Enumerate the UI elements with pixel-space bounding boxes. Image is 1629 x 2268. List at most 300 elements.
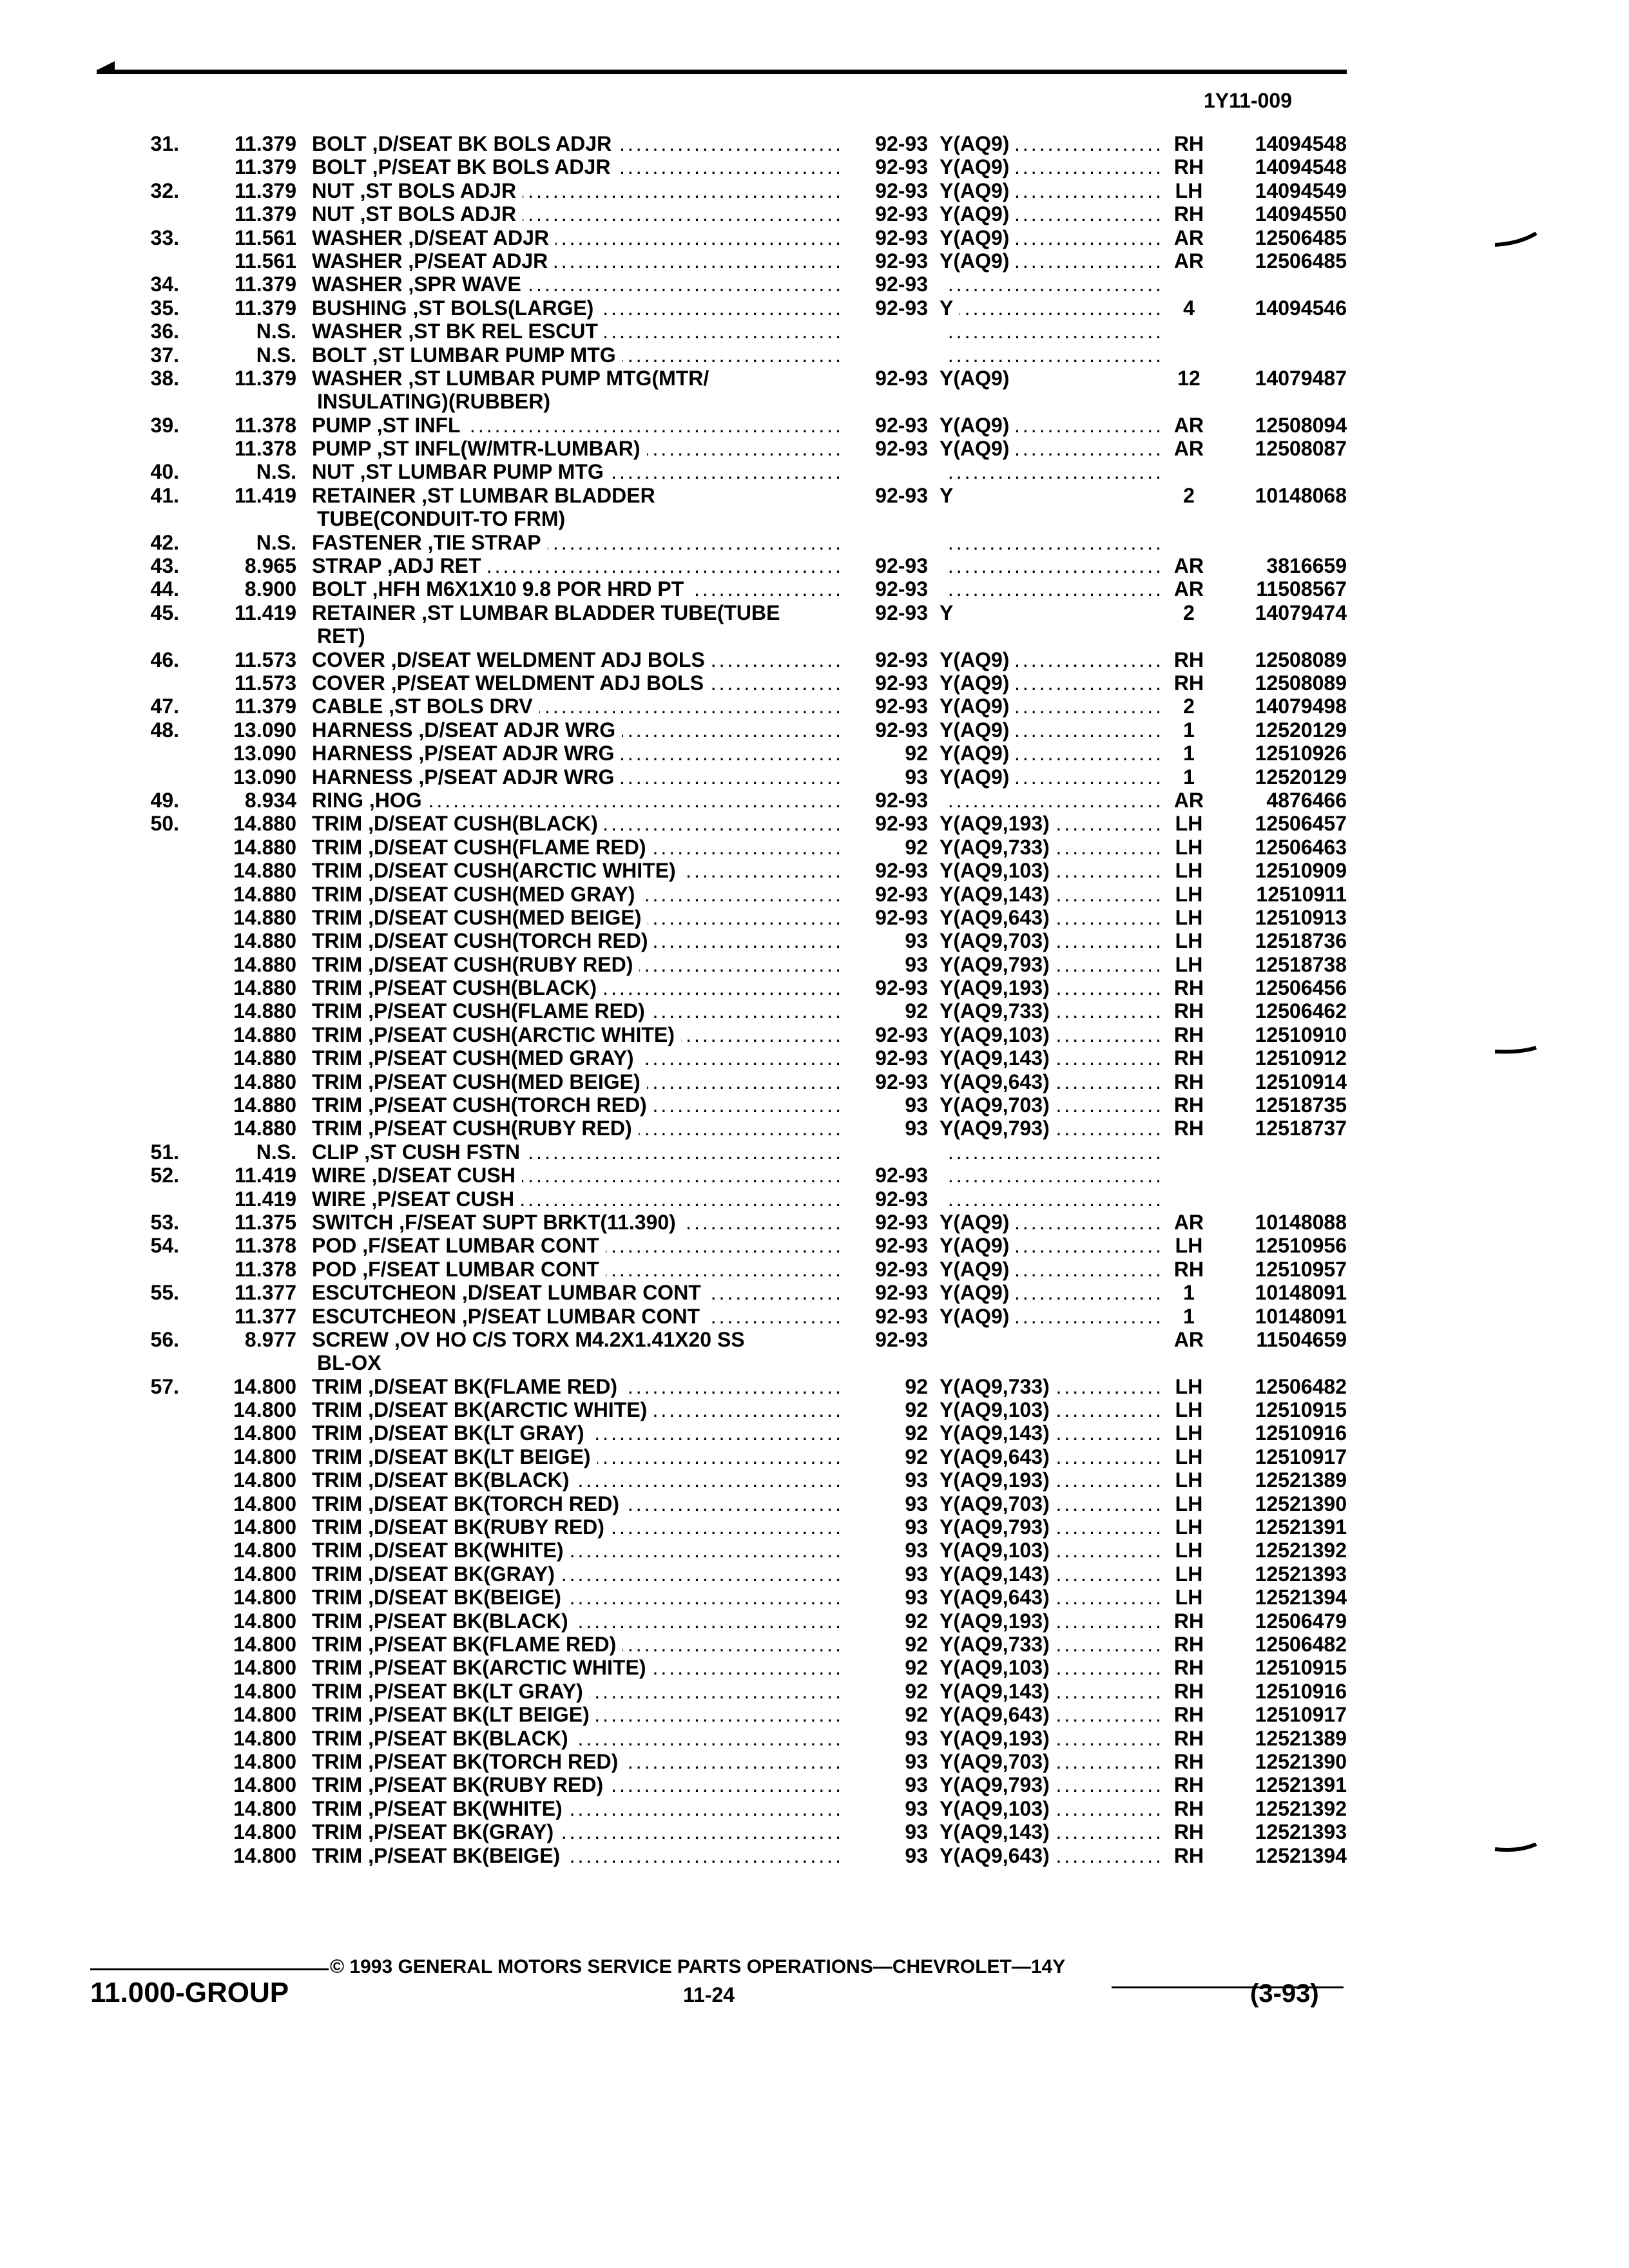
quantity: AR	[1173, 1210, 1204, 1234]
table-row	[0, 1140, 1629, 1164]
ref-number: 47.	[150, 695, 179, 718]
part-description: TRIM ,P/SEAT BK(ARCTIC WHITE) .....	[312, 1656, 840, 1679]
part-number: 14094549	[1255, 178, 1347, 202]
table-row	[0, 1117, 1629, 1140]
quantity: LH	[1175, 905, 1203, 929]
usage-code	[940, 343, 1162, 367]
part-number: 12510916	[1255, 1679, 1347, 1703]
table-row	[0, 343, 1629, 367]
model-years: 92-93	[875, 859, 928, 883]
usage-code: Y(AQ9,143) .....	[940, 1046, 1162, 1070]
part-number: 12521391	[1255, 1515, 1347, 1539]
usage-code: Y(AQ9,733) .....	[940, 1375, 1162, 1398]
model-years: 92-93	[875, 1234, 928, 1258]
ref-number: 46.	[150, 648, 179, 671]
table-row	[0, 577, 1629, 601]
model-years: 92-93	[875, 648, 928, 671]
group-number: 14.800	[233, 1562, 296, 1586]
part-description: COVER ,P/SEAT WELDMENT ADJ BOLS .....	[312, 671, 840, 695]
part-number: 12521393	[1255, 1562, 1347, 1586]
part-number: 12510911	[1256, 882, 1347, 906]
group-number: 14.800	[233, 1703, 296, 1727]
quantity: RH	[1173, 1093, 1204, 1117]
group-number: 11.419	[234, 1164, 296, 1187]
usage-code: Y(AQ9,703) .....	[940, 1750, 1162, 1773]
header-rule-tick	[97, 61, 115, 70]
group-number: 11.377	[234, 1281, 296, 1305]
model-years: 92	[905, 1703, 928, 1727]
group-number: 8.977	[244, 1327, 296, 1351]
group-number: 14.800	[233, 1726, 296, 1750]
group-number: 14.800	[233, 1749, 296, 1773]
model-years: 92	[905, 742, 928, 765]
model-years: 92-93	[875, 1164, 928, 1187]
usage-code: Y(AQ9) .....	[940, 437, 1162, 460]
part-description: WIRE ,D/SEAT CUSH .....	[312, 1164, 840, 1187]
model-years: 92-93	[875, 1070, 928, 1093]
part-description: ESCUTCHEON ,P/SEAT LUMBAR CONT .....	[312, 1305, 840, 1328]
part-description: POD ,F/SEAT LUMBAR CONT .....	[312, 1234, 840, 1257]
part-number: 12506462	[1255, 999, 1347, 1023]
group-number: 14.800	[233, 1539, 296, 1562]
group-number: N.S.	[256, 320, 296, 343]
usage-code: Y(AQ9,193) .....	[940, 1610, 1162, 1633]
quantity: RH	[1173, 155, 1204, 179]
table-row	[0, 1539, 1629, 1562]
parts-list	[0, 132, 1629, 1867]
group-number: 14.880	[233, 835, 296, 859]
header-rule	[97, 70, 1347, 74]
part-number: 12510915	[1255, 1656, 1347, 1680]
group-number: 11.561	[234, 226, 296, 249]
model-years: 93	[905, 929, 928, 953]
quantity: RH	[1173, 1609, 1204, 1633]
group-number: 14.800	[233, 1656, 296, 1680]
group-number: 11.379	[234, 695, 296, 718]
model-years: 93	[905, 1749, 928, 1773]
usage-code	[940, 577, 1162, 601]
part-number: 14079487	[1255, 366, 1347, 390]
usage-code: Y(AQ9,793) .....	[940, 1117, 1162, 1140]
part-description: TRIM ,P/SEAT BK(WHITE) .....	[312, 1797, 840, 1820]
table-row	[0, 273, 1629, 296]
table-row	[0, 1468, 1629, 1492]
group-number: 14.800	[233, 1633, 296, 1656]
part-number: 12510916	[1255, 1421, 1347, 1445]
part-description: TRIM ,D/SEAT BK(RUBY RED) .....	[312, 1515, 840, 1539]
model-years: 92-93	[875, 296, 928, 320]
group-number: 14.880	[233, 952, 296, 976]
group-number: 11.375	[234, 1210, 296, 1234]
group-number: 11.419	[234, 1187, 296, 1211]
part-description: TRIM ,P/SEAT BK(RUBY RED) .....	[312, 1773, 840, 1796]
ref-number: 35.	[150, 296, 179, 320]
quantity: LH	[1175, 952, 1203, 976]
binder-mark-icon	[1494, 1843, 1539, 1858]
quantity: RH	[1173, 976, 1204, 1000]
model-years: 92-93	[875, 812, 928, 836]
part-description: TRIM ,P/SEAT BK(BLACK) .....	[312, 1610, 840, 1633]
quantity: 2	[1183, 483, 1195, 507]
part-number: 12510915	[1255, 1398, 1347, 1422]
part-description: HARNESS ,P/SEAT ADJR WRG .....	[312, 742, 840, 765]
model-years: 92	[905, 1421, 928, 1445]
footer-rule-left	[90, 1968, 329, 1970]
part-description: SCREW ,OV HO C/S TORX M4.2X1.41X20 SS	[312, 1328, 840, 1351]
usage-code: Y(AQ9,793) .....	[940, 953, 1162, 976]
model-years: 92-93	[875, 483, 928, 507]
model-years: 93	[905, 1093, 928, 1117]
group-number: 11.379	[234, 296, 296, 320]
quantity: LH	[1175, 929, 1203, 953]
group-number: 14.880	[233, 882, 296, 906]
part-number: 12508089	[1255, 671, 1347, 695]
part-description: TUBE(CONDUIT-TO FRM)	[317, 507, 845, 530]
usage-code: Y(AQ9,643) .....	[940, 1586, 1162, 1609]
quantity: AR	[1173, 788, 1204, 812]
table-row	[0, 695, 1629, 718]
usage-code: Y(AQ9,733) .....	[940, 836, 1162, 859]
part-number: 12510957	[1255, 1257, 1347, 1281]
ref-number: 36.	[150, 320, 179, 343]
quantity: LH	[1175, 835, 1203, 859]
group-number: 14.800	[233, 1398, 296, 1422]
model-years: 93	[905, 1796, 928, 1820]
part-number: 12508087	[1255, 437, 1347, 461]
usage-code: Y(AQ9) .....	[940, 226, 1162, 249]
table-row	[0, 1844, 1629, 1867]
part-number: 12506485	[1255, 226, 1347, 249]
table-row	[0, 1375, 1629, 1398]
part-description: TRIM ,P/SEAT BK(GRAY) .....	[312, 1820, 840, 1843]
part-description: TRIM ,D/SEAT BK(ARCTIC WHITE) .....	[312, 1398, 840, 1421]
part-number: 12520129	[1255, 765, 1347, 789]
quantity: AR	[1173, 226, 1204, 249]
ref-number: 48.	[150, 718, 179, 742]
quantity: LH	[1175, 1234, 1203, 1258]
usage-code: Y(AQ9,143) .....	[940, 1562, 1162, 1586]
part-description: INSULATING)(RUBBER)	[317, 390, 845, 413]
quantity: LH	[1175, 1445, 1203, 1468]
part-description: BL-OX	[317, 1351, 845, 1374]
quantity: AR	[1173, 554, 1204, 578]
quantity: 1	[1183, 742, 1195, 765]
table-row	[0, 1656, 1629, 1679]
group-number: 14.880	[233, 1093, 296, 1117]
part-number: 10148091	[1255, 1281, 1347, 1305]
quantity: LH	[1175, 1586, 1203, 1610]
usage-code: Y(AQ9,103) .....	[940, 1656, 1162, 1679]
usage-code: Y(AQ9,733) .....	[940, 999, 1162, 1023]
footer-date: (3-93)	[1250, 1979, 1319, 2008]
quantity: RH	[1173, 1257, 1204, 1281]
table-row	[0, 789, 1629, 812]
table-row	[0, 742, 1629, 765]
part-description: CLIP ,ST CUSH FSTN .....	[312, 1140, 840, 1164]
usage-code: Y(AQ9,703) .....	[940, 1492, 1162, 1515]
ref-number: 51.	[150, 1140, 179, 1164]
ref-number: 43.	[150, 554, 179, 578]
part-description: CABLE ,ST BOLS DRV .....	[312, 695, 840, 718]
group-number: 14.880	[233, 1023, 296, 1046]
usage-code	[940, 390, 1162, 413]
usage-code: Y(AQ9,143) .....	[940, 1820, 1162, 1843]
table-row	[0, 718, 1629, 742]
usage-code: Y(AQ9) .....	[940, 718, 1162, 742]
group-number: 13.090	[233, 765, 296, 789]
part-number: 12506485	[1255, 249, 1347, 273]
part-number: 4876466	[1266, 788, 1347, 812]
group-number: 14.800	[233, 1586, 296, 1610]
usage-code: Y(AQ9) .....	[940, 1258, 1162, 1281]
model-years: 93	[905, 952, 928, 976]
group-number: 11.377	[234, 1304, 296, 1328]
model-years: 92-93	[875, 718, 928, 742]
model-years: 93	[905, 1820, 928, 1844]
group-number: 11.378	[234, 1234, 296, 1258]
quantity: LH	[1175, 1421, 1203, 1445]
usage-code	[940, 1164, 1162, 1187]
ref-number: 53.	[150, 1210, 179, 1234]
part-number: 12521391	[1255, 1773, 1347, 1797]
table-row	[0, 390, 1629, 413]
group-number: 13.090	[233, 718, 296, 742]
table-row	[0, 1515, 1629, 1539]
model-years: 92-93	[875, 1046, 928, 1070]
part-number: 12521393	[1255, 1820, 1347, 1844]
table-row	[0, 883, 1629, 906]
ref-number: 50.	[150, 812, 179, 836]
group-number: 14.800	[233, 1374, 296, 1398]
quantity: LH	[1175, 812, 1203, 836]
quantity: 1	[1183, 765, 1195, 789]
model-years: 92-93	[875, 178, 928, 202]
model-years: 93	[905, 1562, 928, 1586]
part-number: 12520129	[1255, 718, 1347, 742]
usage-code: Y(AQ9) .....	[940, 132, 1162, 155]
usage-code: Y(AQ9) .....	[940, 648, 1162, 671]
table-row	[0, 671, 1629, 695]
usage-code: Y(AQ9) .....	[940, 155, 1162, 178]
part-description: TRIM ,D/SEAT CUSH(MED GRAY) .....	[312, 883, 840, 906]
group-number: 14.800	[233, 1492, 296, 1515]
usage-code	[940, 1351, 1162, 1374]
table-row	[0, 1023, 1629, 1046]
part-description: POD ,F/SEAT LUMBAR CONT .....	[312, 1258, 840, 1281]
part-number: 12521389	[1255, 1726, 1347, 1750]
usage-code: Y(AQ9) .....	[940, 765, 1162, 789]
usage-code: Y(AQ9,193) .....	[940, 1727, 1162, 1750]
table-row	[0, 554, 1629, 577]
usage-code: Y(AQ9,103) .....	[940, 1539, 1162, 1562]
usage-code: Y(AQ9,143) .....	[940, 883, 1162, 906]
usage-code: Y	[940, 484, 1162, 507]
group-number: 11.379	[234, 273, 296, 296]
table-row	[0, 1234, 1629, 1257]
usage-code: Y(AQ9,103) .....	[940, 1023, 1162, 1046]
usage-code: Y(AQ9,103) .....	[940, 1797, 1162, 1820]
part-description: TRIM ,D/SEAT BK(TORCH RED) .....	[312, 1492, 840, 1515]
part-description: TRIM ,P/SEAT CUSH(TORCH RED) .....	[312, 1093, 840, 1117]
part-description: TRIM ,D/SEAT BK(LT BEIGE) .....	[312, 1445, 840, 1468]
quantity: AR	[1173, 413, 1204, 437]
table-row	[0, 836, 1629, 859]
usage-code: Y(AQ9,793) .....	[940, 1773, 1162, 1796]
usage-code	[940, 507, 1162, 530]
ref-number: 42.	[150, 530, 179, 554]
group-number: 14.880	[233, 905, 296, 929]
part-number: 14094548	[1255, 155, 1347, 179]
quantity: LH	[1175, 1492, 1203, 1515]
quantity: 2	[1183, 601, 1195, 624]
group-number: 8.900	[244, 577, 296, 601]
table-row	[0, 906, 1629, 929]
table-row	[0, 953, 1629, 976]
part-description: TRIM ,P/SEAT CUSH(MED GRAY) .....	[312, 1046, 840, 1070]
part-number: 12506482	[1255, 1374, 1347, 1398]
model-years: 92-93	[875, 788, 928, 812]
model-years: 92-93	[875, 249, 928, 273]
part-number: 12510917	[1255, 1703, 1347, 1727]
part-description: RETAINER ,ST LUMBAR BLADDER	[312, 484, 840, 507]
model-years: 92-93	[875, 1304, 928, 1328]
group-number: 11.379	[234, 366, 296, 390]
table-row	[0, 507, 1629, 530]
ref-number: 49.	[150, 788, 179, 812]
table-row	[0, 1281, 1629, 1304]
table-row	[0, 1797, 1629, 1820]
quantity: LH	[1175, 1374, 1203, 1398]
group-number: 11.379	[234, 132, 296, 155]
ref-number: 38.	[150, 366, 179, 390]
usage-code: Y(AQ9) .....	[940, 414, 1162, 437]
model-years: 92	[905, 1633, 928, 1656]
part-description: TRIM ,D/SEAT BK(LT GRAY) .....	[312, 1421, 840, 1445]
footer-page-number: 11-24	[683, 1983, 735, 2006]
part-description: PUMP ,ST INFL .....	[312, 414, 840, 437]
group-number: 11.419	[234, 601, 296, 624]
group-number: N.S.	[256, 1140, 296, 1164]
table-row	[0, 1773, 1629, 1796]
group-number: N.S.	[256, 460, 296, 484]
part-number: 12521394	[1255, 1586, 1347, 1610]
model-years: 93	[905, 1468, 928, 1492]
part-number: 11504659	[1256, 1327, 1347, 1351]
group-number: 14.880	[233, 929, 296, 953]
quantity: RH	[1173, 671, 1204, 695]
model-years: 92-93	[875, 226, 928, 249]
part-description: TRIM ,D/SEAT CUSH(BLACK) .....	[312, 812, 840, 835]
usage-code	[940, 789, 1162, 812]
part-description: TRIM ,P/SEAT CUSH(BLACK) .....	[312, 976, 840, 999]
quantity: RH	[1173, 1820, 1204, 1844]
group-number: 14.800	[233, 1421, 296, 1445]
part-description: WASHER ,ST LUMBAR PUMP MTG(MTR/	[312, 367, 840, 390]
part-description: TRIM ,P/SEAT BK(FLAME RED) .....	[312, 1633, 840, 1656]
binder-mark-icon	[1494, 1044, 1539, 1059]
table-row	[0, 1398, 1629, 1421]
part-number: 10148091	[1255, 1304, 1347, 1328]
part-number: 14079474	[1255, 601, 1347, 624]
usage-code: Y(AQ9) .....	[940, 1305, 1162, 1328]
table-row	[0, 1187, 1629, 1211]
table-row	[0, 765, 1629, 789]
table-row	[0, 1093, 1629, 1117]
usage-code: Y(AQ9)	[940, 367, 1162, 390]
group-number: 14.800	[233, 1773, 296, 1797]
part-description: ESCUTCHEON ,D/SEAT LUMBAR CONT .....	[312, 1281, 840, 1304]
ref-number: 31.	[150, 132, 179, 155]
model-years: 92-93	[875, 155, 928, 179]
model-years: 92-93	[875, 577, 928, 601]
model-years: 93	[905, 765, 928, 789]
table-row	[0, 1562, 1629, 1586]
table-row	[0, 999, 1629, 1023]
binder-mark-icon	[1494, 232, 1539, 247]
part-description: NUT ,ST BOLS ADJR .....	[312, 202, 840, 226]
usage-code: Y .....	[940, 296, 1162, 320]
part-description: TRIM ,P/SEAT CUSH(RUBY RED) .....	[312, 1117, 840, 1140]
part-number: 12521392	[1255, 1539, 1347, 1562]
table-row	[0, 132, 1629, 155]
usage-code: Y(AQ9) .....	[940, 179, 1162, 202]
usage-code: Y(AQ9,143) .....	[940, 1680, 1162, 1703]
part-number: 12521389	[1255, 1468, 1347, 1492]
table-row	[0, 859, 1629, 882]
part-number: 12510926	[1255, 742, 1347, 765]
part-description: TRIM ,D/SEAT BK(WHITE) .....	[312, 1539, 840, 1562]
quantity: RH	[1173, 1070, 1204, 1093]
usage-code: Y(AQ9,143) .....	[940, 1421, 1162, 1445]
table-row	[0, 1633, 1629, 1656]
part-number: 12510917	[1255, 1445, 1347, 1468]
part-number: 12518735	[1255, 1093, 1347, 1117]
table-row	[0, 437, 1629, 460]
model-years: 92	[905, 1398, 928, 1422]
part-number: 12510913	[1255, 905, 1347, 929]
table-row	[0, 179, 1629, 202]
usage-code: Y(AQ9) .....	[940, 742, 1162, 765]
group-number: 11.573	[234, 671, 296, 695]
part-number: 14094548	[1255, 132, 1347, 155]
quantity: LH	[1175, 882, 1203, 906]
table-row	[0, 414, 1629, 437]
quantity: RH	[1173, 132, 1204, 155]
model-years: 93	[905, 1117, 928, 1140]
table-row	[0, 367, 1629, 390]
group-number: 11.419	[234, 483, 296, 507]
part-description: WIRE ,P/SEAT CUSH .....	[312, 1187, 840, 1211]
table-row	[0, 1351, 1629, 1374]
table-row	[0, 1258, 1629, 1281]
quantity: RH	[1173, 648, 1204, 671]
usage-code: Y(AQ9,643) .....	[940, 906, 1162, 929]
group-number: 8.934	[244, 788, 296, 812]
usage-code: Y(AQ9,103) .....	[940, 1398, 1162, 1421]
usage-code: Y(AQ9,793) .....	[940, 1515, 1162, 1539]
part-description: WASHER ,P/SEAT ADJR .....	[312, 249, 840, 273]
ref-number: 57.	[150, 1374, 179, 1398]
model-years: 93	[905, 1515, 928, 1539]
part-number: 12510914	[1255, 1070, 1347, 1093]
model-years: 92	[905, 1656, 928, 1680]
usage-code	[940, 531, 1162, 554]
usage-code	[940, 460, 1162, 483]
part-description: TRIM ,P/SEAT CUSH(ARCTIC WHITE) .....	[312, 1023, 840, 1046]
table-row	[0, 601, 1629, 624]
usage-code: Y(AQ9,643) .....	[940, 1703, 1162, 1726]
model-years: 92-93	[875, 1281, 928, 1305]
